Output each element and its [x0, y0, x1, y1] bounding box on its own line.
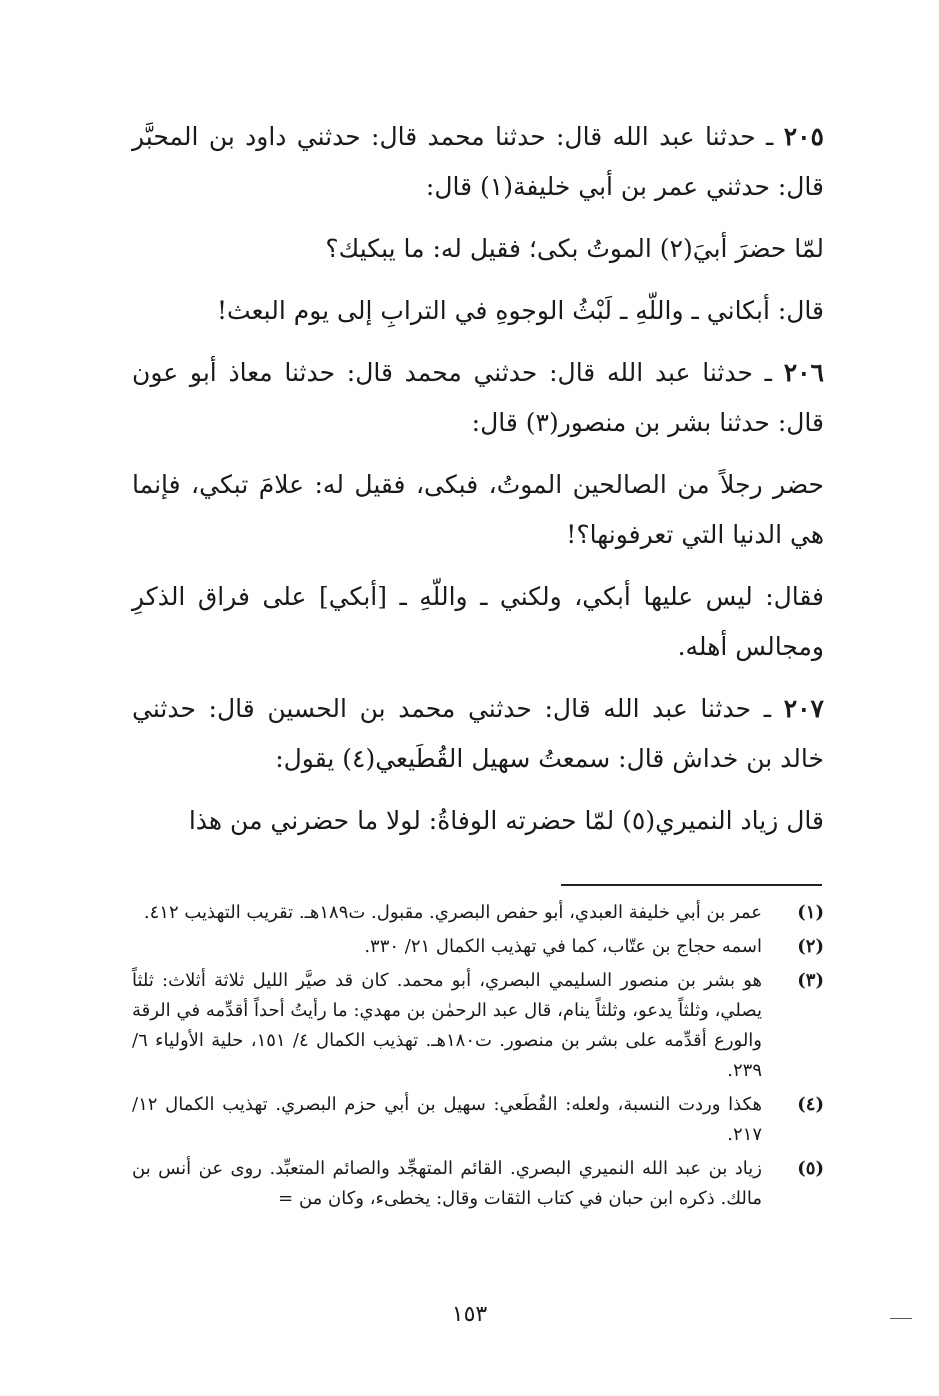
footnote — [132, 966, 824, 1086]
paragraph — [132, 286, 824, 336]
footnote-text: هو بشر بن منصور السليمي البصري، أبو محمد. كان قد صيَّر الليل ثلاثة أثلاث: ثلثاً يصلي، وثلثاً يدعو، وثلثاً ينام، قال عبد الرحمٰن بن مهدي: ما رأيتُ أحداً أقدِّمه في الرقة والورع أقدِّمه على بشر بن منصور. ت١٨٠هـ. تهذيب الكمال ٤/ ١٥١، حلية الأولياء ٦/ ٢٣٩. — [132, 970, 763, 1081]
paragraph-207 — [132, 684, 824, 784]
paragraph — [132, 224, 824, 274]
paragraph-text: ـ حدثنا عبد الله قال: حدثني محمد قال: حدثنا معاذ أبو عون قال: حدثنا بشر بن منصور(٣) قال: — [132, 358, 824, 437]
footnote-text: هكذا وردت النسبة، ولعله: القُطَعي: سهيل بن أبي حزم البصري. تهذيب الكمال ١٢/ ٢١٧. — [132, 1094, 762, 1145]
paragraph-text: حضر رجلاً من الصالحين الموتُ، فبكى، فقيل له: علامَ تبكي، فإنما هي الدنيا التي تعرفونها؟! — [132, 470, 824, 549]
hadith-number: ٢٠٦ — [783, 358, 824, 387]
paragraph-text: ـ حدثنا عبد الله قال: حدثني محمد بن الحسين قال: حدثني خالد بن خداش قال: سمعتُ سهيل القُطَيعي(٤) يقول: — [132, 694, 824, 773]
footnote — [132, 898, 824, 928]
footnote — [132, 1154, 824, 1214]
footnote-number: (٤) — [797, 1094, 824, 1115]
paragraph-206 — [132, 348, 824, 448]
footnote-text: زياد بن عبد الله النميري البصري. القائم المتهجِّد والصائم المتعبِّد. روى عن أنس بن مالك. ذكره ابن حبان في كتاب الثقات وقال: يخطىء، وكان من = — [132, 1158, 762, 1209]
paragraph — [132, 796, 824, 846]
main-text — [132, 112, 824, 858]
paragraph — [132, 572, 824, 672]
paragraph-205 — [132, 112, 824, 212]
footnote-separator — [561, 884, 822, 886]
scan-mark — [890, 1318, 912, 1319]
footnote-text: عمر بن أبي خليفة العبدي، أبو حفص البصري. مقبول. ت١٨٩هـ. تقريب التهذيب ٤١٢. — [143, 902, 762, 923]
paragraph-text: ـ حدثنا عبد الله قال: حدثنا محمد قال: حدثني داود بن المحبَّر قال: حدثني عمر بن أبي خليفة(١) قال: — [132, 122, 824, 201]
footnote — [132, 932, 824, 962]
footnote-number: (٣) — [797, 970, 824, 991]
hadith-number: ٢٠٥ — [783, 122, 824, 151]
hadith-number: ٢٠٧ — [783, 694, 824, 723]
paragraph-text: فقال: ليس عليها أبكي، ولكني ـ واللّهِ ـ [أبكي] على فراق الذكرِ ومجالس أهله. — [132, 582, 824, 661]
footnote-number: (٢) — [797, 936, 824, 957]
page-number: ١٥٣ — [451, 1302, 488, 1327]
paragraph-text: لمّا حضرَ أبيَ(٢) الموتُ بكى؛ فقيل له: ما يبكيك؟ — [325, 234, 824, 263]
footnote — [132, 1090, 824, 1150]
footnote-number: (١) — [797, 902, 824, 923]
footnote-text: اسمه حجاج بن عتّاب، كما في تهذيب الكمال ٢١/ ٣٣٠. — [364, 936, 762, 957]
paragraph — [132, 460, 824, 560]
paragraph-text: قال: أبكاني ـ واللّهِ ـ لَبْثُ الوجوهِ في الترابِ إلى يوم البعث! — [217, 296, 824, 325]
footnotes — [132, 898, 824, 1218]
footnote-number: (٥) — [797, 1158, 824, 1179]
paragraph-text: قال زياد النميري(٥) لمّا حضرته الوفاةُ: لولا ما حضرني من هذا — [188, 806, 824, 835]
